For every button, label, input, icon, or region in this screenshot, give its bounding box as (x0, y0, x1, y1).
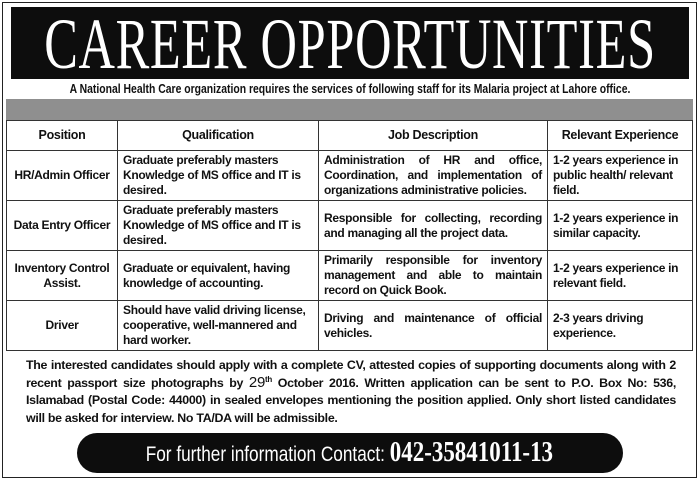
positions-table (6, 120, 693, 351)
page-title: CAREER OPPORTUNITIES (44, 7, 656, 79)
table-row (7, 251, 693, 301)
contact-banner (77, 433, 623, 473)
instructions-text-2: October 2016. Written application can be sent to P.O. Box No: 536, Islamabad (Postal Code: 44000) in sealed envelopes mentioning the position applied. Only short listed candidates will be asked for interview. No TA/DA will be admissible. (26, 375, 676, 425)
instructions-text-1: The interested candidates should apply with a complete CV, attested copies of supporting documents along with 2 recent passport size photographs by (26, 358, 676, 390)
table-row (7, 301, 693, 351)
cell-qualification: Should have valid driving license, cooperative, well-mannered and hard worker. (118, 301, 319, 351)
ad-border (2, 2, 697, 478)
contact-phone: 042-35841011-13 (389, 437, 554, 468)
cell-job-description: Responsible for collecting, recording and managing all the project data. (319, 201, 548, 251)
cell-position: HR/Admin Officer (7, 151, 118, 201)
cell-experience: 1-2 years experience in relevant field. (548, 251, 693, 301)
table-top-band (6, 99, 693, 120)
header-experience: Relevant Experience (548, 121, 693, 151)
cell-job-description: Driving and maintenance of official vehicles. (319, 301, 548, 351)
title-banner (11, 7, 689, 79)
table-row (7, 201, 693, 251)
deadline-day-suffix: th (265, 374, 272, 384)
subtitle: A National Health Care organization requires the services of following staff for its Malaria project at Lahore office. (69, 81, 630, 96)
header-job-description: Job Description (319, 121, 548, 151)
table-header-row (7, 121, 693, 151)
contact-label: For further information Contact: (145, 443, 390, 466)
cell-job-description: Administration of HR and office, Coordination, and implementation of organizations administrative policies. (319, 151, 548, 201)
cell-qualification: Graduate preferably masters Knowledge of MS office and IT is desired. (118, 151, 319, 201)
deadline-day: 29 (248, 373, 265, 391)
cell-qualification: Graduate preferably masters Knowledge of MS office and IT is desired. (118, 201, 319, 251)
cell-experience: 1-2 years experience in public health/ relevant field. (548, 151, 693, 201)
subtitle-row (6, 80, 693, 99)
cell-job-description: Primarily responsible for inventory management and able to maintain record on Quick Book. (319, 251, 548, 301)
header-position: Position (7, 121, 118, 151)
application-instructions (26, 357, 676, 427)
cell-experience: 1-2 years experience in similar capacity. (548, 201, 693, 251)
header-qualification: Qualification (118, 121, 319, 151)
cell-qualification: Graduate or equivalent, having knowledge of accounting. (118, 251, 319, 301)
cell-experience: 2-3 years driving experience. (548, 301, 693, 351)
cell-position: Inventory Control Assist. (7, 251, 118, 301)
cell-position: Data Entry Officer (7, 201, 118, 251)
table-row (7, 151, 693, 201)
cell-position: Driver (7, 301, 118, 351)
